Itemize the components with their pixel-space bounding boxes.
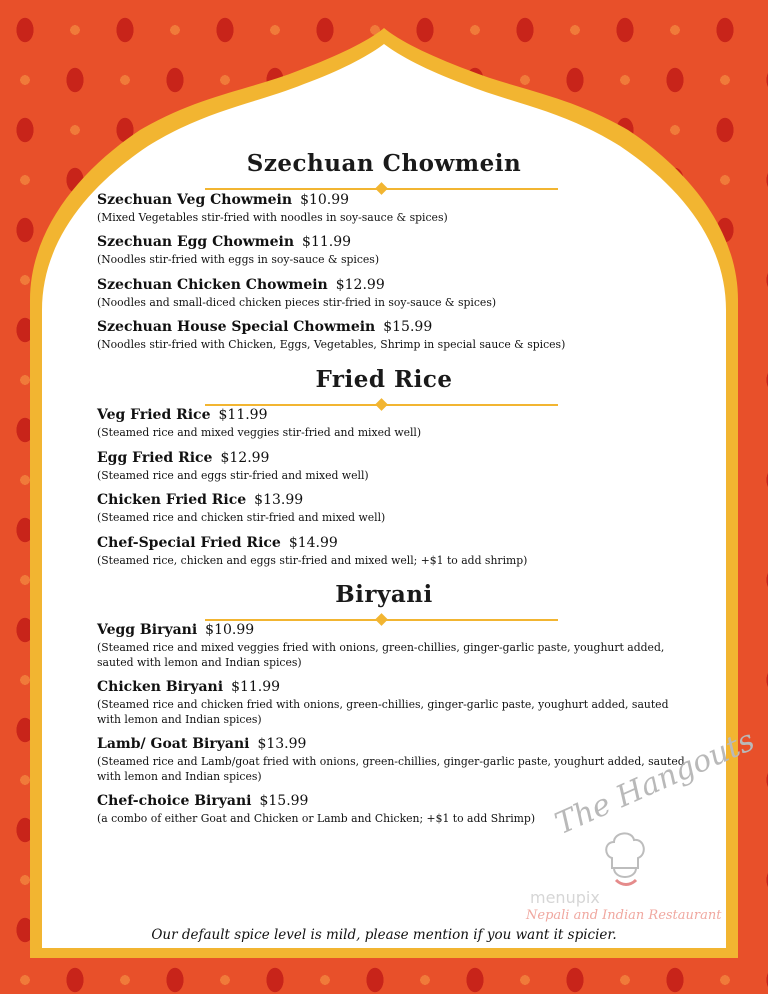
item-description: (Steamed rice and Lamb/goat fried with onions, green-chillies, ginger-garlic paste, youghurt added, sauted with lemon and Indian spices): [97, 755, 685, 783]
section-divider: [205, 188, 558, 190]
item-name: Szechuan House Special Chowmein: [97, 319, 376, 335]
item-name: Chicken Biryani: [97, 679, 224, 695]
item-description: (Noodles and small-diced chicken pieces stir-fried in soy-sauce & spices): [97, 296, 497, 309]
item-price: $13.99: [257, 736, 307, 752]
item-name: Szechuan Veg Chowmein: [97, 192, 293, 208]
menu-item: [97, 318, 687, 352]
item-name: Chef-choice Biryani: [97, 793, 252, 809]
item-price: $13.99: [254, 492, 304, 508]
item-price: $12.99: [335, 277, 385, 293]
item-name: Lamb/ Goat Biryani: [97, 736, 250, 752]
item-price: $10.99: [300, 192, 350, 208]
item-description: (a combo of either Goat and Chicken or Lamb and Chicken; +$1 to add Shrimp): [97, 812, 536, 825]
item-name: Chef-Special Fried Rice: [97, 535, 281, 551]
menu-item: [97, 534, 687, 568]
menu-item: [97, 406, 687, 440]
item-price: $10.99: [205, 622, 255, 638]
menu-item: [97, 678, 687, 727]
section-title-fried-rice: Fried Rice: [315, 366, 453, 393]
chef-hat-icon: [602, 830, 648, 888]
section-title-chowmein: Szechuan Chowmein: [246, 150, 522, 177]
item-description: (Mixed Vegetables stir-fried with noodles in soy-sauce & spices): [97, 211, 448, 224]
item-description: (Steamed rice and chicken stir-fried and mixed well): [97, 511, 386, 524]
item-price: $12.99: [220, 450, 270, 466]
item-description: (Steamed rice and eggs stir-fried and mixed well): [97, 469, 369, 482]
item-description: (Steamed rice and chicken fried with onions, green-chillies, ginger-garlic paste, youghurt added, sauted with lemon and Indian spices): [97, 698, 669, 726]
item-description: (Noodles stir-fried with eggs in soy-sauce & spices): [97, 253, 380, 266]
watermark-text: menupix: [530, 888, 600, 907]
item-price: $11.99: [302, 234, 352, 250]
section-title-biryani: Biryani: [335, 581, 433, 608]
menu-item: [97, 233, 687, 267]
item-name: Egg Fried Rice: [97, 450, 213, 466]
item-price: $15.99: [383, 319, 433, 335]
item-price: $11.99: [231, 679, 281, 695]
item-description: (Steamed rice, chicken and eggs stir-fried and mixed well; +$1 to add shrimp): [97, 554, 528, 567]
logo-name: The Hangouts: [550, 722, 760, 842]
restaurant-logo: [520, 722, 760, 930]
item-name: Vegg Biryani: [97, 622, 198, 638]
menu-item: [97, 276, 687, 310]
menu-item: [97, 735, 687, 784]
menu-item: [97, 191, 687, 225]
item-name: Chicken Fried Rice: [97, 492, 247, 508]
spice-level-note: Our default spice level is mild, please mention if you want it spicier.: [151, 927, 617, 943]
item-name: Szechuan Chicken Chowmein: [97, 277, 328, 293]
item-price: $15.99: [259, 793, 309, 809]
menu-item: [97, 449, 687, 483]
item-name: Szechuan Egg Chowmein: [97, 234, 295, 250]
logo-tagline: Nepali and Indian Restaurant: [526, 908, 722, 923]
item-price: $11.99: [218, 407, 268, 423]
item-description: (Noodles stir-fried with Chicken, Eggs, Vegetables, Shrimp in special sauce & spices): [97, 338, 566, 351]
item-description: (Steamed rice and mixed veggies stir-fried and mixed well): [97, 426, 422, 439]
item-price: $14.99: [288, 535, 338, 551]
item-description: (Steamed rice and mixed veggies fried with onions, green-chillies, ginger-garlic paste, youghurt added, sauted with lemon and Indian spices): [97, 641, 665, 669]
menu-item: [97, 621, 687, 670]
menu-item: [97, 491, 687, 525]
item-name: Veg Fried Rice: [97, 407, 211, 423]
